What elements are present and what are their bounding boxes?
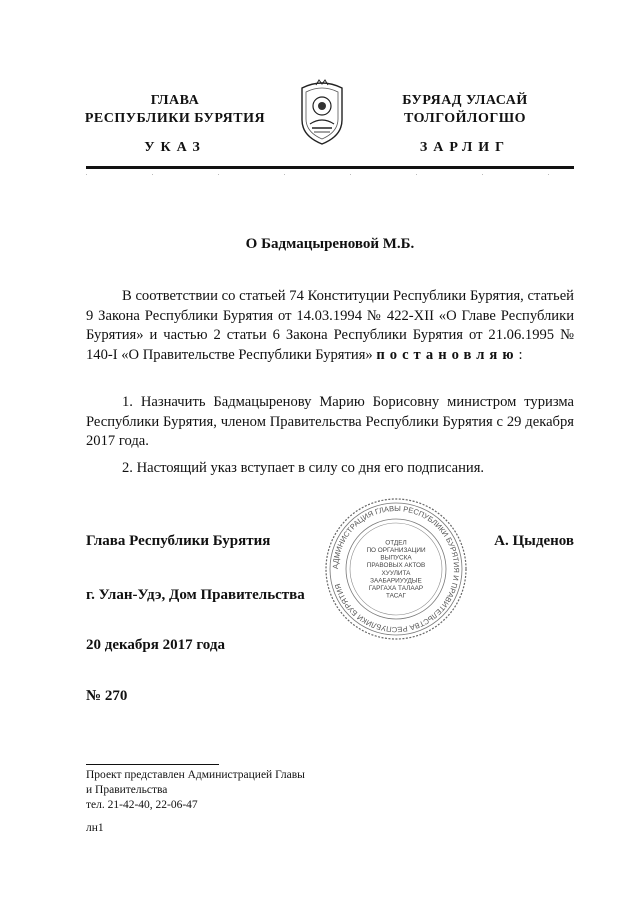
preamble-text: В соответствии со статьей 74 Конституции Республики Бурятия, статьей 9 Закона Республики Бурятия от 14.03.1994 № 422-XII «О Главе Республики Бурятия» и частью 2 статьи 6 Закона Республики Бурятия от 21.06.1995 № 140-I «О Правительстве Республики Бурятия» [86, 288, 574, 363]
coat-of-arms-emblem [296, 76, 348, 146]
footnote-divider [86, 764, 219, 765]
stamp-center-line: ЗААБАРИУУДЫЕ [370, 577, 422, 585]
signing-date: 20 декабря 2017 года [86, 637, 225, 653]
document-code: лн1 [86, 822, 104, 834]
decree-colon: : [518, 346, 523, 363]
document-title: О Бадмацыреновой М.Б. [245, 236, 415, 252]
signatory-name: А. Цыденов [494, 533, 574, 549]
header-right-line1: БУРЯАД УЛАСАЙ [402, 93, 528, 108]
header-right [360, 92, 570, 128]
doc-type-zarlig: ЗАРЛИГ [419, 140, 511, 155]
header-divider [86, 166, 574, 169]
stamp-center-line: ПРАВОВЫХ АКТОВ [366, 562, 426, 570]
header-left-line2: РЕСПУБЛИКИ БУРЯТИЯ [84, 111, 266, 126]
decree-item-1-text: 1. Назначить Бадмацыренову Марию Борисовну министром туризма Республики Бурятия, членом Правительства Республики Бурятия с 29 декабря 2017 года. [86, 394, 574, 449]
stamp-center-line: ГАРГАХА ТАЛААР [368, 585, 424, 592]
official-round-stamp [323, 496, 469, 642]
stamp-center-line: ВЫПУСКА [380, 554, 412, 562]
decree-item-2-text: 2. Настоящий указ вступает в силу со дня его подписания. [122, 460, 485, 476]
footnote-line2: и Правительства [86, 784, 168, 796]
signatory-position: Глава Республики Бурятия [86, 533, 271, 549]
footnote-phone: тел. 21-42-40, 22-06-47 [86, 799, 198, 811]
footnote-line1: Проект представлен Администрацией Главы [86, 769, 305, 781]
preamble-paragraph [86, 287, 574, 365]
decree-item-2 [86, 459, 574, 479]
header-dotted-line [86, 174, 574, 175]
doc-type-ukaz: УКАЗ [144, 140, 206, 155]
decree-word: постановляю [376, 346, 519, 363]
signing-place: г. Улан-Удэ, Дом Правительства [86, 587, 305, 603]
stamp-center-line: ТАСАГ [385, 592, 407, 600]
stamp-ring-text: АДМИНИСТРАЦИЯ ГЛАВЫ РЕСПУБЛИКИ БУРЯТИЯ И ПРАВИТЕЛЬСТВА РЕСПУБЛИКИ БУРЯТИЯ [330, 503, 462, 635]
decree-number: № 270 [86, 688, 128, 704]
header-left-line1: ГЛАВА [150, 93, 200, 108]
stamp-center-line: ОТДЕЛ [385, 539, 407, 547]
decree-item-1 [86, 393, 574, 452]
header-left [70, 92, 280, 128]
stamp-center-line: ПО ОРГАНИЗАЦИИ [366, 547, 426, 554]
stamp-center-line: ХУУЛИТА [381, 569, 411, 577]
header-right-line2: ТОЛГОЙЛОГШО [403, 111, 527, 126]
